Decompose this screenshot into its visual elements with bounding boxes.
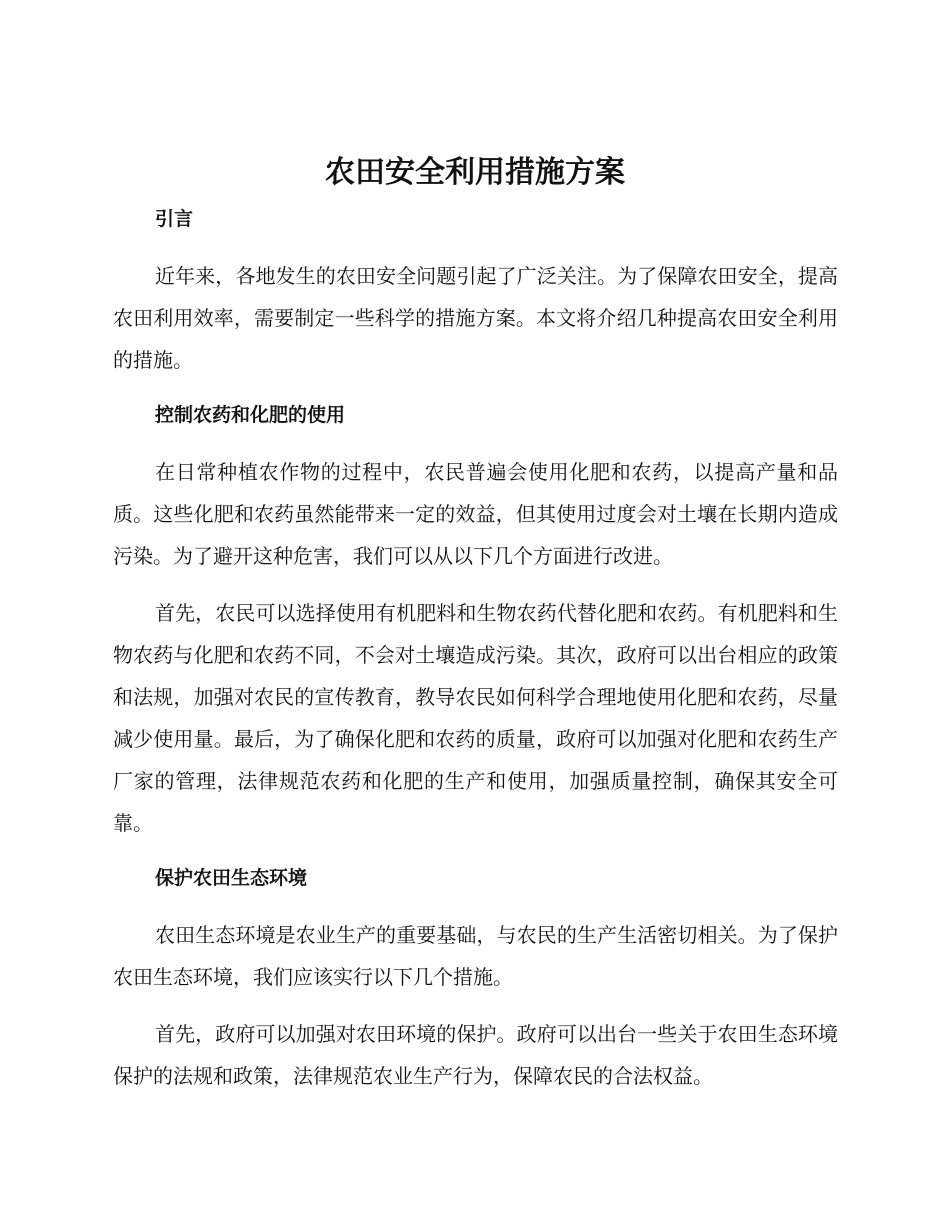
section-introduction [113, 200, 838, 381]
section-pesticide-fertilizer [113, 396, 838, 844]
paragraph: 首先，农民可以选择使用有机肥料和生物农药代替化肥和农药。有机肥料和生物农药与化肥和农药不同，不会对土壤造成污染。其次，政府可以出台相应的政策和法规，加强对农民的宣传教育，教导农民如何科学合理地使用化肥和农药，尽量减少使用量。最后，为了确保化肥和农药的质量，政府可以加强对化肥和农药生产厂家的管理，法律规范农药和化肥的生产和使用，加强质量控制，确保其安全可靠。 [113, 601, 838, 835]
section-heading: 控制农药和化肥的使用 [155, 404, 346, 426]
section-heading: 引言 [155, 208, 194, 230]
paragraph: 农田生态环境是农业生产的重要基础，与农民的生产生活密切相关。为了保护农田生态环境，我们应该实行以下几个措施。 [113, 923, 838, 989]
paragraph: 近年来，各地发生的农田安全问题引起了广泛关注。为了保障农田安全，提高农田利用效率，需要制定一些科学的措施方案。本文将介绍几种提高农田安全利用的措施。 [113, 264, 838, 372]
section-heading: 保护农田生态环境 [155, 867, 308, 889]
section-ecology [113, 859, 838, 1097]
document-body [113, 200, 838, 1112]
paragraph: 首先，政府可以加强对农田环境的保护。政府可以出台一些关于农田生态环境保护的法规和政策，法律规范农业生产行为，保障农民的合法权益。 [113, 1022, 838, 1088]
paragraph: 在日常种植农作物的过程中，农民普遍会使用化肥和农药，以提高产量和品质。这些化肥和农药虽然能带来一定的效益，但其使用过度会对土壤在长期内造成污染。为了避开这种危害，我们可以从以下几个方面进行改进。 [113, 460, 838, 568]
document-title: 农田安全利用措施方案 [325, 155, 625, 190]
